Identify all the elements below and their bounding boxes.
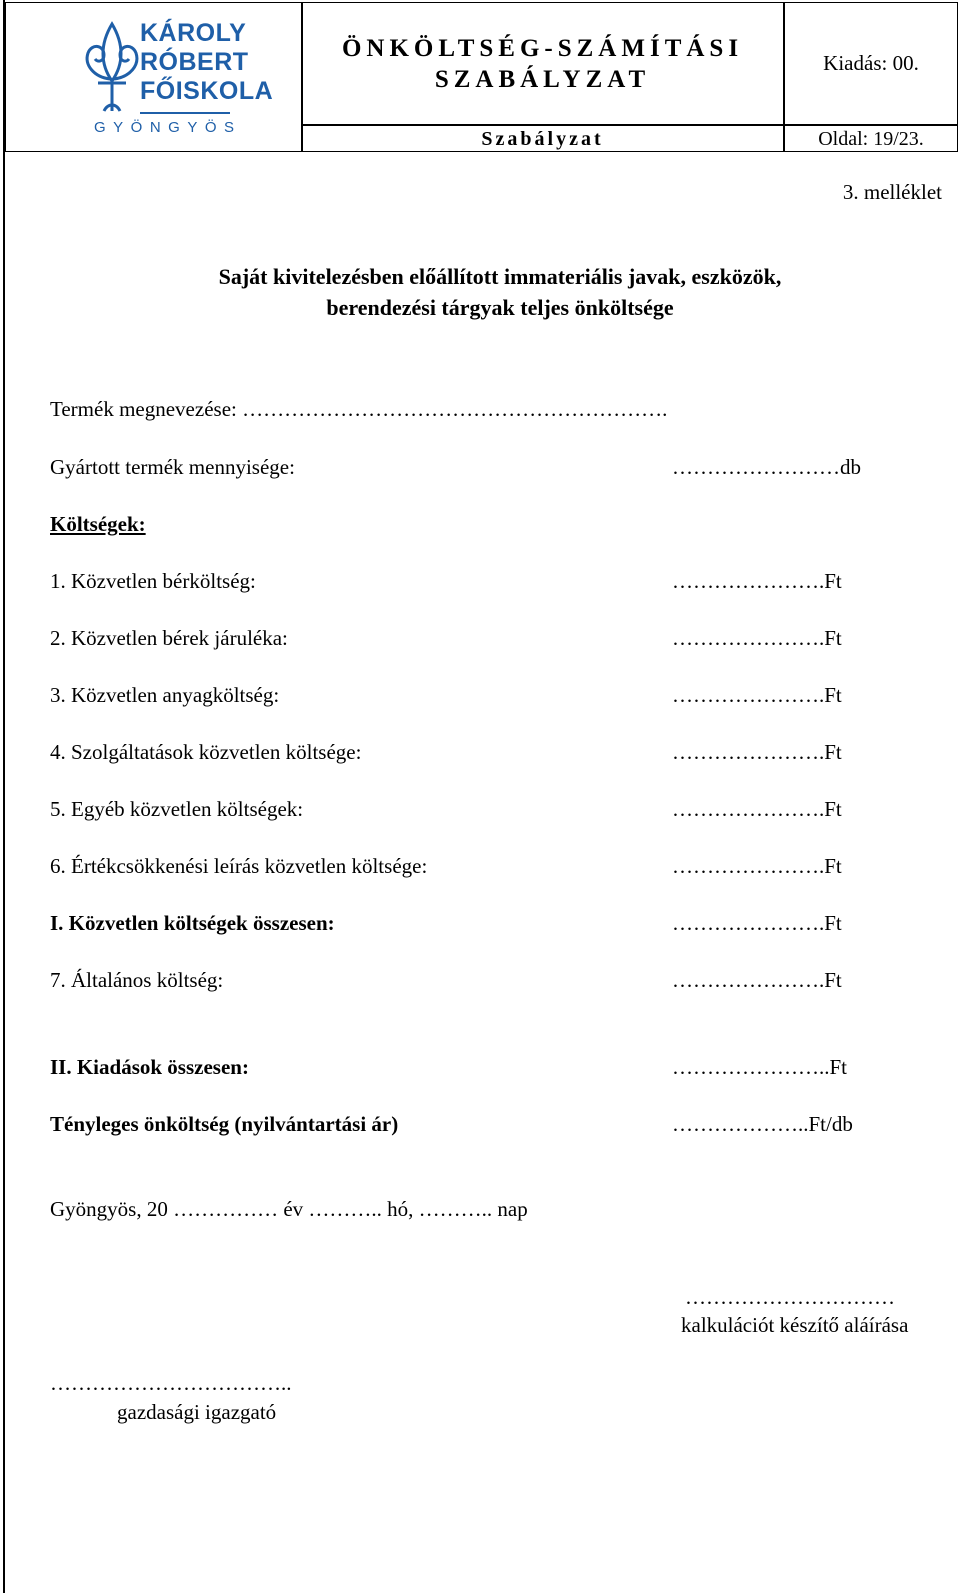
logo-name xyxy=(140,19,273,106)
logo-name-line: FŐISKOLA xyxy=(140,77,274,105)
document-header xyxy=(5,2,958,152)
cost-row-value: ………………….Ft xyxy=(672,968,842,992)
cost-row-value: ………………….Ft xyxy=(672,626,842,650)
form-title-line: berendezési tárgyak teljes önköltsége xyxy=(326,295,674,320)
document-category: Szabályzat xyxy=(481,128,604,150)
logo-city: GYÖNGYÖS xyxy=(94,119,242,136)
cost-row-value: ………………….Ft xyxy=(672,683,842,707)
direct-costs-total-label: I. Közvetlen költségek összesen: xyxy=(50,911,335,935)
cost-row-value: ………………….Ft xyxy=(672,740,842,764)
director-signature-label: gazdasági igazgató xyxy=(117,1400,277,1424)
annex-label: 3. melléklet xyxy=(842,180,942,204)
logo-name-line: KÁROLY xyxy=(140,19,247,47)
director-signature-line: …………………………….. xyxy=(50,1371,292,1395)
cost-row-label: 5. Egyéb közvetlen költségek: xyxy=(50,797,304,821)
product-name-field xyxy=(50,397,667,422)
expenses-total-value: …………………..Ft xyxy=(672,1055,848,1079)
cost-row-value: ………………….Ft xyxy=(672,797,842,821)
cost-row-label: 7. Általános költség: xyxy=(50,968,224,992)
quantity-blank: ……………………db xyxy=(672,455,861,479)
cost-row-value: ………………….Ft xyxy=(672,569,842,593)
product-name-blank: ……………………………………………………. xyxy=(242,397,668,421)
cost-row-label: 4. Szolgáltatások közvetlen költsége: xyxy=(50,740,362,764)
institution-logo xyxy=(82,19,274,143)
expenses-total-label: II. Kiadások összesen: xyxy=(50,1055,249,1079)
preparer-signature-label: kalkulációt készítő aláírása xyxy=(681,1313,909,1337)
logo-underline xyxy=(140,112,230,114)
form-title-line: Saját kivitelezésben előállított immateriális javak, eszközök, xyxy=(218,264,782,289)
page-border xyxy=(3,0,5,1593)
preparer-signature-line: ………………………… xyxy=(685,1285,895,1309)
title-line: SZABÁLYZAT xyxy=(434,66,651,93)
product-name-label: Termék megnevezése: xyxy=(50,397,237,421)
title-line: ÖNKÖLTSÉG-SZÁMÍTÁSI xyxy=(341,35,744,62)
document-type-title xyxy=(302,33,783,95)
cost-row-label: 2. Közvetlen bérek járuléka: xyxy=(50,626,288,650)
logo-name-line: RÓBERT xyxy=(140,48,249,76)
actual-cost-value: ………………..Ft/db xyxy=(672,1112,853,1136)
direct-costs-total-value: ………………….Ft xyxy=(672,911,842,935)
cost-row-label: 1. Közvetlen bérköltség: xyxy=(50,569,256,593)
cost-row-label: 3. Közvetlen anyagköltség: xyxy=(50,683,280,707)
costs-heading: Költségek: xyxy=(50,512,146,536)
issue-number: Kiadás: 00. xyxy=(823,51,919,75)
cost-row-value: ………………….Ft xyxy=(672,854,842,878)
cost-row-label: 6. Értékcsökkenési leírás közvetlen költsége: xyxy=(50,854,428,878)
page-number: Oldal: 19/23. xyxy=(818,128,924,150)
form-title xyxy=(0,261,960,323)
actual-cost-label: Tényleges önköltség (nyilvántartási ár) xyxy=(50,1112,399,1136)
place-and-date: Gyöngyös, 20 …………… év ……….. hó, ……….. nap xyxy=(50,1197,528,1221)
fleur-de-lis-icon xyxy=(82,19,142,119)
quantity-label: Gyártott termék mennyisége: xyxy=(50,455,295,479)
